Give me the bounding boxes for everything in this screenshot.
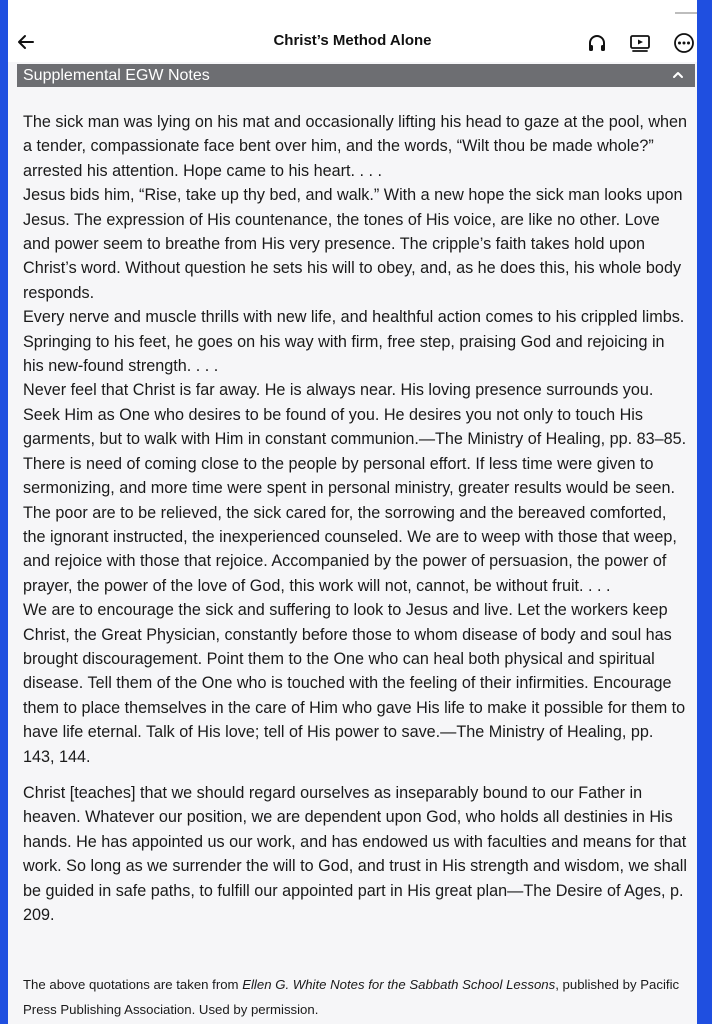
paragraph: We are to encourage the sick and suffering to look to Jesus and live. Let the workers keep Christ, the Great Physician, constantly before those to whom disease of body and soul has brought discouragement. Point them to the One who can heal both physical and spiritual disease. Tell them of the One who is touched with the feeling of their infirmities. Encourage them to place themselves in the care of Him who gave His life to make it possible for them to have life eternal. Talk of His love; tell of His power to save.—The Ministry of Healing, pp. 143, 144. [23,601,686,766]
paragraph: Never feel that Christ is far away. He is always near. His loving presence surrounds you. Seek Him as One who desires to be found of you. He desires you not only to touch His garments, but to walk with Him in constant communion.—The Ministry of Healing, pp. 83–85. [23,381,687,449]
paragraph: Jesus bids him, “Rise, take up thy bed, and walk.” With a new hope the sick man looks upon Jesus. The expression of His countenance, the tones of His voice, are like no other. Love and power seem to breathe from His very presence. The cripple’s faith takes hold upon Christ’s word. Without question he sets his will to obey, and, as he does this, his whole body responds. [23,186,683,302]
page-title: Christ’s Method Alone [273,32,432,49]
section-label: Supplemental EGW Notes [23,67,210,84]
attribution-source: Ellen G. White Notes for the Sabbath School Lessons [242,977,556,992]
video-button[interactable] [627,30,653,56]
paragraph: Every nerve and muscle thrills with new life, and healthful action comes to his crippled limbs. Springing to his feet, he goes on his way with firm, free step, praising God and rejoicing in his new-found strength. . . . [23,308,685,376]
notes-content [23,110,689,927]
attribution-suffix: , published by Pacific Press Publishing Association. Used by permission. [23,977,680,1017]
top-bar [8,0,697,62]
paragraph-spacer [23,769,689,781]
back-button[interactable] [12,28,40,56]
attribution-prefix: The above quotations are taken from [23,977,243,992]
audio-button[interactable] [584,30,610,56]
paragraph: There is need of coming close to the people by personal effort. If less time were given to sermonizing, and more time were spent in personal ministry, greater results would be seen. The poor are to be relieved, the sick cared for, the sorrowing and the bereaved comforted, the ignorant instructed, the inexperienced counseled. We are to weep with those that weep, and rejoice with those that rejoice. Accompanied by the power of persuasion, the power of prayer, the power of the love of God, this work will not, cannot, be without fruit. . . . [23,454,677,595]
section-header-supplemental-notes[interactable] [17,64,695,87]
headphones-icon [586,32,608,54]
chevron-up-icon [671,68,685,82]
paragraph: The sick man was lying on his mat and occasionally lifting his head to gaze at the pool, when a tender, compassionate face bent over him, and the words, “Wilt thou be made whole?” arrested his attention. Hope came to his heart. . . . [23,113,688,180]
play-screen-icon [629,32,651,54]
attribution-note [23,972,689,1022]
arrow-left-icon [16,32,36,52]
more-button[interactable] [671,30,697,56]
reader-frame [8,0,697,1024]
closing-paragraph: Christ [teaches] that we should regard ourselves as inseparably bound to our Father in heaven. Whatever our position, we are dependent upon God, who holds all destinies in His hands. He has appointed us our work, and has endowed us with faculties and means for that work. So long as we surrender the will to God, and trust in His strength and wisdom, we shall be guided in safe paths, to fulfill our appointed part in His great plan—The Desire of Ages, p. 209. [23,783,687,924]
header-edge-mark [675,12,697,14]
more-horizontal-icon [673,32,695,54]
